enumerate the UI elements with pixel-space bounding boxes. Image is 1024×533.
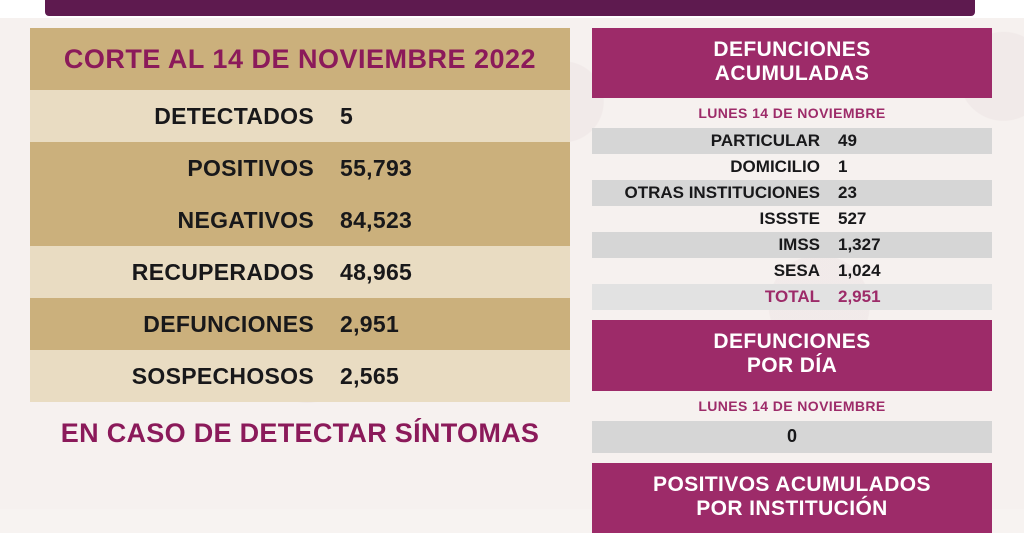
stat-label: DEFUNCIONES — [143, 310, 314, 337]
deaths-row-domicilio — [592, 154, 992, 180]
deaths-row-label: DOMICILIO — [730, 157, 820, 177]
deaths-row-total — [592, 284, 992, 310]
stat-value: 48,965 — [340, 258, 413, 285]
deaths-per-day-header — [592, 320, 992, 390]
stat-label: RECUPERADOS — [131, 258, 314, 285]
deaths-row-value: 1 — [838, 157, 848, 177]
top-bar — [0, 0, 1024, 18]
deaths-row-issste — [592, 206, 992, 232]
deaths-row-particular — [592, 128, 992, 154]
stat-value: 2,951 — [340, 310, 400, 337]
positives-title-line2: POR INSTITUCIÓN — [696, 496, 888, 520]
deaths-per-day-subtitle: LUNES 14 DE NOVIEMBRE — [698, 397, 886, 414]
deaths-row-label: OTRAS INSTITUCIONES — [624, 183, 820, 203]
deaths-row-imss — [592, 232, 992, 258]
cutoff-title: CORTE AL 14 DE NOVIEMBRE 2022 — [63, 43, 537, 74]
stat-row-defunciones — [30, 298, 570, 350]
deaths-row-value: 1,327 — [838, 235, 881, 255]
deaths-accumulated-title-line1: DEFUNCIONES — [713, 38, 871, 61]
deaths-row-otras-instituciones — [592, 180, 992, 206]
stat-label: NEGATIVOS — [177, 206, 314, 233]
stat-row-sospechosos — [30, 350, 570, 402]
cutoff-banner — [30, 28, 570, 90]
deaths-panel — [592, 28, 992, 533]
deaths-row-value: 2,951 — [838, 287, 881, 307]
deaths-row-value: 1,024 — [838, 261, 881, 281]
stat-row-positivos — [30, 142, 570, 194]
deaths-per-day-title-line1: DEFUNCIONES — [713, 330, 871, 354]
top-bar-banner — [45, 0, 975, 16]
stat-value: 84,523 — [340, 206, 413, 233]
deaths-accumulated-header — [592, 28, 992, 98]
stat-row-detectados — [30, 90, 570, 142]
deaths-per-day-value: 0 — [592, 421, 992, 453]
stat-value: 2,565 — [340, 362, 400, 389]
deaths-accumulated-title-line2: ACUMULADAS — [714, 62, 870, 86]
deaths-row-label: IMSS — [778, 235, 820, 255]
spacer — [592, 453, 992, 463]
spacer — [592, 310, 992, 320]
deaths-row-sesa — [592, 258, 992, 284]
deaths-row-label: PARTICULAR — [710, 131, 820, 151]
positives-title-line1: POSITIVOS ACUMULADOS — [653, 472, 931, 496]
stat-row-negativos — [30, 194, 570, 246]
stat-label: POSITIVOS — [187, 154, 314, 181]
stat-value: 55,793 — [340, 154, 413, 181]
deaths-row-value: 23 — [838, 183, 857, 203]
stat-value: 5 — [340, 102, 354, 129]
deaths-per-day-title-line2: POR DÍA — [746, 354, 838, 378]
stat-label: DETECTADOS — [154, 102, 314, 129]
positives-by-institution-header — [592, 463, 992, 533]
summary-panel — [30, 28, 570, 449]
stat-label: SOSPECHOSOS — [131, 362, 314, 389]
deaths-row-label: TOTAL — [764, 287, 820, 307]
deaths-accumulated-subtitle: LUNES 14 DE NOVIEMBRE — [698, 105, 886, 122]
deaths-row-value: 527 — [838, 209, 867, 229]
symptoms-note: EN CASO DE DETECTAR SÍNTOMAS — [60, 418, 540, 448]
deaths-row-value: 49 — [838, 131, 857, 151]
stat-row-recuperados — [30, 246, 570, 298]
deaths-row-label: SESA — [773, 261, 820, 281]
deaths-row-label: ISSSTE — [759, 209, 820, 229]
